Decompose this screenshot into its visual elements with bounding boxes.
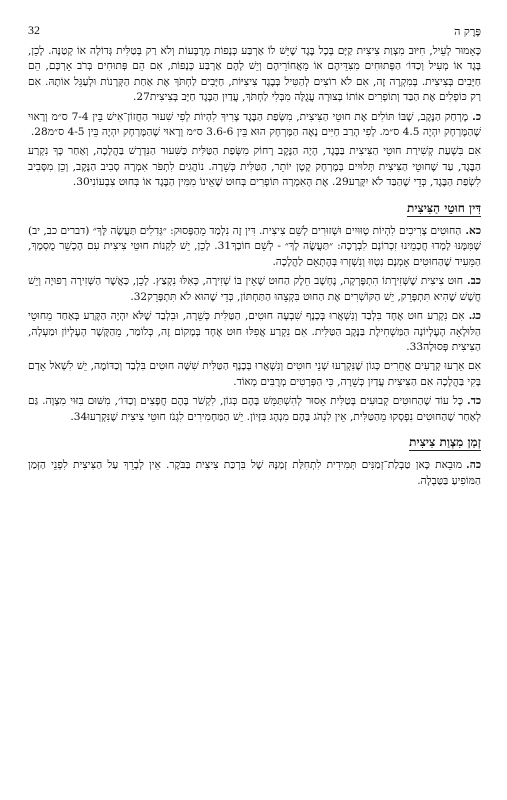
paragraph: [28, 110, 481, 141]
section-title-tzitzit-time: זְמַן מִצְוַת צִיצִית: [409, 434, 481, 449]
top-paragraphs: [28, 44, 481, 191]
page-number: 32: [28, 23, 40, 37]
paragraph-text: אִם בִּשְׁעַת קְשִׁירַת חוּטֵי הַצִּיצִית בַּבֶּגֶד, הָיָה הַנֶּקֶב רָחוֹק מִשְּׂפַת הַטַּלִּית כַּשִּׁעוּר הַנִּדְרָשׁ בַּהֲלָכָה, וְאַחַר כָּךְ נִקְרַע הַבֶּגֶד, עַד שֶׁחוּטֵי הַצִּיצִית תְּלוּיִים בְּמֶרְחָק קָטָן יוֹתֵר, הַטַּלִּית כְּשֵׁרָה. נוֹהֲגִים לִתְפֹּר אִמְרָה סְבִיב הַנֶּקֶב, וְכֵן מִסָּבִיב לִשְׂפַת הַבֶּגֶד, כְּדֵי שֶׁהַבַּד לֹא יִקָּרַע29. אֶת הָאִמְרָה תּוֹפְרִים בְּחוּט שֶׁאֵינוֹ מִמִּין הַבֶּגֶד אוֹ בְּחוּט צִבְעוֹנִי30.: [28, 145, 481, 189]
paragraph-text: מֶרְחַק הַנֶּקֶב, שֶׁבּוֹ תּוֹלִים אֶת חוּטֵי הַצִּיצִית, מִשְּׂפַת הַבֶּגֶד צָרִיךְ לִהְיוֹת לְפִי שִׁעוּר הַחֲזוֹן־אִישׁ בֵּין 7-4 ס״מ וְרָאוּי שֶׁהַמֶּרְחָק יִהְיֶה 4.5 ס״מ. לְפִי הָרַב חַיִּים נָאֶה הַמֶּרְחָק הוּא בֵּין 3.6-6 ס״מ וְרָאוּי שֶׁהַמֶּרְחָק יִהְיֶה בֵּין 4-5 ס״מ28.: [28, 110, 481, 139]
paragraph: [28, 224, 481, 270]
section-title-tzitzit-threads: דִּין חוּטֵי הַצִּיצִית: [407, 200, 481, 215]
paragraph-text: אִם אֵרְעוּ קְרָעִים אֲחֵרִים כְּגוֹן שֶׁנִּקְרְעוּ שְׁנֵי חוּטִים וְנִשְׁאֲרוּ בְּכָנָף הַטַּלִּית שִׁשָּׁה חוּטִים בִּלְבַד וְכַדּוֹמֶה, יֵשׁ לִשְׁאֹל אָדָם בָּקִי בַּהֲלָכָה אִם הַצִּיצִית עֲדַיִן כְּשֵׁרָה, כִּי הַפְּרָטִים מְרֻבִּים מְאוֹד.: [28, 360, 481, 388]
paragraph-number: כ.: [472, 110, 481, 123]
paragraph-text: אִם נִקְרַע חוּט אֶחָד בִּלְבַד וְנִשְׁאֲרוּ בְּכָנָף שִׁבְעָה חוּטִים, הַטַּלִּית כְּשֵׁרָה, וּבִלְבַד שֶׁלֹּא יִהְיֶה הַקֶּרַע בְּאַחַד מֵחוּטֵי הַלּוּלָאָה הָעֶלְיוֹנָה הַמַּשְׁחִילֶת בַּנֶּקֶב הַטַּלִּית. אִם נִקְרַע אֲפִלּוּ חוּט אֶחָד בְּמָקוֹם זֶה, כְּלוֹמַר, מֵהַקֶּשֶׁר הָעֶלְיוֹן וּמַעְלָה, הַצִּיצִית פְּסוּלָה33.: [28, 310, 481, 353]
paragraph: [28, 274, 481, 305]
paragraph-text: חוּט צִיצִית שֶׁשְּׁזִירָתוֹ הִתְפָּרְקָה, נֶחְשָׁב חֵלֶק הַחוּט שֶׁאֵין בּוֹ שְׁזִירָה, כְּאִלּוּ נִקְצַץ. לָכֵן, כַּאֲשֶׁר הַשְּׁזִירָה רְפוּיָה וְיֵשׁ חֲשָׁשׁ שֶׁהִיא תִּתְפָּרֵק, יֵשׁ הַקּוֹשְׁרִים אֶת הַחוּט בִּקְצֵהוּ הַתַּחְתּוֹן, כְּדֵי שֶׁהוּא לֹא תִּתְפָּרֵק32.: [28, 275, 481, 303]
paragraph-text: הַחוּטִים צְרִיכִים לִהְיוֹת טְוּוּיִים וּשְׁזוּרִים לְשֵׁם צִיצִית. דִּין זֶה נִלְמַד מֵהַפָּסוּק: ״גְּדִלִים תַּעֲשֶׂה לָּךְ״ (דברים כב, יב) שֶׁמִּמֶּנּוּ לָמְדוּ חֲכָמֵינוּ זִכְרוֹנָם לִבְרָכָה: ״תַּעֲשֶׂה לָךְ״ - לְשֵׁם חוֹבָךְ31. לָכֵן, יֵשׁ לִקְנוֹת חוּטֵי צִיצִית עִם הֶכְשֵׁר מֻסְמָךְ, הַמֵּעִיד שֶׁהַחוּטִים אָמְנָם נִטְווּ וְנִשְׁזְרוּ בְּהֶתְאֵם לַהֲלָכָה.: [28, 225, 481, 268]
paragraph-number: כה.: [466, 459, 481, 472]
paragraph: [28, 44, 481, 106]
paragraph: [28, 359, 481, 390]
paragraph-text: מוּבֵאת כָּאן טַבְלַת־זְמַנִּים תְּמִידִית לִתְחִלַּת זְמַנָּהּ שֶׁל בִּרְכַּת צִיצִית בַּבֹּקֶר. אֵין לְבָרֵךְ עַל הַצִּיצִית לִפְנֵי הַזְּמַן הַמּוֹפִיעַ בַּטַּבְלָה.: [28, 459, 481, 487]
paragraph: [28, 458, 481, 489]
paragraph-number: כג.: [468, 310, 481, 323]
section-tzitzit-threads-paragraphs: [28, 224, 481, 425]
paragraph-number: כד.: [467, 395, 481, 408]
paragraph-number: כב.: [467, 275, 481, 288]
paragraph-number: כא.: [465, 225, 481, 238]
document-body: [28, 44, 481, 489]
chapter-heading: פֶּרֶק ה: [454, 25, 481, 38]
page-header: [28, 20, 481, 38]
section-tzitzit-time-paragraphs: [28, 458, 481, 489]
paragraph: [28, 394, 481, 425]
paragraph-text: כָּאָמוּר לְעֵיל, חִיּוּב מִצְוַת צִיצִית קַיָּם בְּכָל בֶּגֶד שֶׁיֵּשׁ לוֹ אַרְבַּע כְּנָפוֹת מְרֻבָּעוֹת וְלֹא רַק בְּטַלִּית גְּדוֹלָה אוֹ קְטַנָּה. לָכֵן, בֶּגֶד אוֹ מְעִיל וְכַדּוֹ׳ הַפְּתוּחִים מִצִּדֵּיהֶם אוֹ מֵאֲחוֹרֵיהֶם וְיֵשׁ לָהֶם אַרְבַּע כְּנָפוֹת, אִם הֵם פְּתוּחִים בְּרֹב אָרְכָּם, הֵם חַיָּבִים בְּצִיצִית. בְּמִקְרֶה זֶה, אִם לֹא רוֹצִים לְהַטִּיל בְּבֶגֶד צִיצִיּוֹת, חַיָּבִים לַחְתֹּךְ אֶת אַחַת הַקְּרָנוֹת וּלְעַגֵּל אוֹתָהּ. אִם רַק כּוֹפְלִים אֶת הַבַּד וְתוֹפְרִים אוֹתוֹ בְּצוּרָה עֲגֻלָּה מִבְּלִי לַחְתֹּךְ, עֲדַיִן הַבֶּגֶד חַיָּב בְּצִיצִית27.: [28, 45, 481, 104]
paragraph-text: כָּל עוֹד שֶׁהַחוּטִים קְבוּעִים בְּטַלִּית אָסוּר לְהִשְׁתַּמֵּשׁ בָּהֶם כְּגוֹן, לִקְשֹׁר בָּהֶם חֲפָצִים וְכַדּוֹ׳, מִשּׁוּם בִּזּוּי מִצְוָה. גַּם לְאַחַר שֶׁהַחוּטִים נִפְסְקוּ מֵהַטַּלִּית, אֵין לִנְהֹג בָּהֶם מִנְהָג בִּזָּיוֹן. יֵשׁ הַמַּחְמִירִים לִגְנֹז חוּטֵי צִיצִית שֶׁנִּקְרְעוּ34.: [28, 395, 481, 423]
paragraph: [28, 309, 481, 355]
paragraph: [28, 144, 481, 190]
